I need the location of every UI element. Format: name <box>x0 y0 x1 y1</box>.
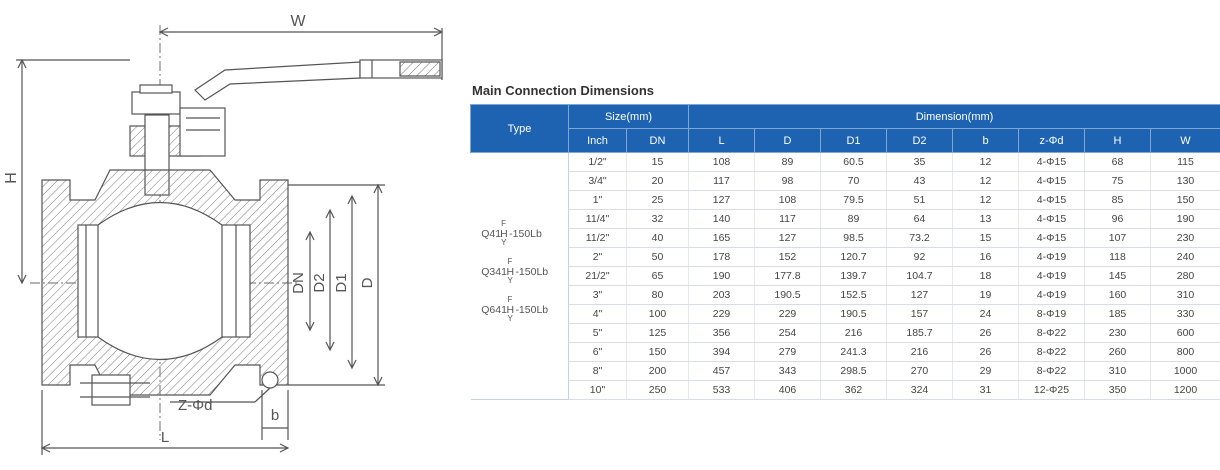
table-cell: 24 <box>953 305 1019 324</box>
table-cell: 80 <box>627 286 689 305</box>
table-cell: 115 <box>1151 153 1220 172</box>
table-cell: 241.3 <box>821 343 887 362</box>
table-cell: 8-Φ22 <box>1019 362 1085 381</box>
dim-label-d: D <box>359 277 376 289</box>
table-cell: 51 <box>887 191 953 210</box>
table-cell: 29 <box>953 362 1019 381</box>
table-cell: 26 <box>953 324 1019 343</box>
table-cell: 60.5 <box>821 153 887 172</box>
dim-label-h: H <box>3 172 20 184</box>
table-cell: 25 <box>627 191 689 210</box>
table-cell: 229 <box>755 305 821 324</box>
table-cell: 107 <box>1085 229 1151 248</box>
table-cell: 3" <box>569 286 627 305</box>
table-row <box>471 267 1220 286</box>
model-sub: Y <box>507 314 513 323</box>
table-row <box>471 153 1220 172</box>
model-base: Q641 <box>481 304 507 316</box>
table-cell: 139.7 <box>821 267 887 286</box>
table-row <box>471 172 1220 191</box>
table-cell: 13 <box>953 210 1019 229</box>
table-cell: 12 <box>953 191 1019 210</box>
table-row <box>471 362 1220 381</box>
table-cell: 1" <box>569 191 627 210</box>
table-cell: 68 <box>1085 153 1151 172</box>
table-cell: 254 <box>755 324 821 343</box>
table-cell: 108 <box>755 191 821 210</box>
model-base: Q41 <box>481 228 502 240</box>
column-header: Inch <box>569 129 627 153</box>
table-title: Main Connection Dimensions <box>472 83 655 98</box>
table-cell: 4-Φ19 <box>1019 267 1085 286</box>
column-header: D2 <box>887 129 953 153</box>
table-cell: 216 <box>821 324 887 343</box>
dim-label-l: L <box>160 429 170 446</box>
table-cell: 4" <box>569 305 627 324</box>
table-cell: 216 <box>887 343 953 362</box>
table-row <box>471 191 1220 210</box>
table-cell: 26 <box>953 343 1019 362</box>
table-cell: 21/2" <box>569 267 627 286</box>
model-sup: F <box>507 295 513 304</box>
table-cell: 203 <box>689 286 755 305</box>
table-cell: 152.5 <box>821 286 887 305</box>
table-cell: 130 <box>1151 172 1220 191</box>
table-cell: 190 <box>689 267 755 286</box>
model-mid: H <box>500 228 508 240</box>
table-cell: 50 <box>627 248 689 267</box>
table-cell: 343 <box>755 362 821 381</box>
model-sub: Y <box>501 238 507 247</box>
table-cell: 127 <box>887 286 953 305</box>
table-cell: 280 <box>1151 267 1220 286</box>
table-cell: 457 <box>689 362 755 381</box>
model-designation <box>479 295 559 321</box>
table-cell: 70 <box>821 172 887 191</box>
table-cell: 8" <box>569 362 627 381</box>
table-cell: 127 <box>689 191 755 210</box>
type-cell <box>471 153 569 400</box>
table-row <box>471 229 1220 248</box>
table-cell: 4-Φ15 <box>1019 172 1085 191</box>
table-cell: 79.5 <box>821 191 887 210</box>
table-cell: 125 <box>627 324 689 343</box>
table-cell: 98.5 <box>821 229 887 248</box>
table-row <box>471 343 1220 362</box>
table-cell: 6" <box>569 343 627 362</box>
table-cell: 85 <box>1085 191 1151 210</box>
table-cell: 92 <box>887 248 953 267</box>
table-cell: 96 <box>1085 210 1151 229</box>
table-cell: 108 <box>689 153 755 172</box>
column-header: z-Φd <box>1019 129 1085 153</box>
table-cell: 190 <box>1151 210 1220 229</box>
table-cell: 190.5 <box>821 305 887 324</box>
dim-label-w: W <box>290 13 306 30</box>
model-base: Q341 <box>481 266 507 278</box>
model-sup: F <box>507 257 513 266</box>
table-cell: 118 <box>1085 248 1151 267</box>
table-cell: 65 <box>627 267 689 286</box>
model-suffix: -150Lb <box>509 228 542 240</box>
table-cell: 279 <box>755 343 821 362</box>
table-cell: 4-Φ15 <box>1019 210 1085 229</box>
table-cell: 4-Φ15 <box>1019 153 1085 172</box>
table-cell: 4-Φ15 <box>1019 229 1085 248</box>
table-cell: 160 <box>1085 286 1151 305</box>
table-cell: 178 <box>689 248 755 267</box>
table-cell: 12 <box>953 153 1019 172</box>
table-cell: 240 <box>1151 248 1220 267</box>
table-cell: 4-Φ19 <box>1019 248 1085 267</box>
table-cell: 89 <box>755 153 821 172</box>
table-cell: 117 <box>755 210 821 229</box>
table-cell: 16 <box>953 248 1019 267</box>
table-cell: 250 <box>627 381 689 400</box>
table-cell: 152 <box>755 248 821 267</box>
table-cell: 19 <box>953 286 1019 305</box>
table-cell: 2" <box>569 248 627 267</box>
model-designation <box>479 257 559 283</box>
table-cell: 270 <box>887 362 953 381</box>
model-sup: F <box>501 219 507 228</box>
table-cell: 1000 <box>1151 362 1220 381</box>
table-cell: 165 <box>689 229 755 248</box>
column-header-row <box>471 129 1220 153</box>
table-row <box>471 324 1220 343</box>
column-header: DN <box>627 129 689 153</box>
table-cell: 1/2" <box>569 153 627 172</box>
table-cell: 140 <box>689 210 755 229</box>
ball-valve-drawing <box>0 0 460 470</box>
table-cell: 298.5 <box>821 362 887 381</box>
table-cell: 89 <box>821 210 887 229</box>
table-cell: 20 <box>627 172 689 191</box>
table-cell: 4-Φ15 <box>1019 191 1085 210</box>
table-cell: 330 <box>1151 305 1220 324</box>
table-row <box>471 210 1220 229</box>
table-row <box>471 381 1220 400</box>
dim-label-d1: D1 <box>333 273 350 293</box>
table-cell: 356 <box>689 324 755 343</box>
table-cell: 190.5 <box>755 286 821 305</box>
table-cell: 185.7 <box>887 324 953 343</box>
dim-label-z-phi-d: Z-Φd <box>178 397 213 414</box>
table-cell: 3/4" <box>569 172 627 191</box>
table-cell: 8-Φ19 <box>1019 305 1085 324</box>
model-suffix: -150Lb <box>515 266 549 278</box>
table-cell: 200 <box>627 362 689 381</box>
table-cell: 406 <box>755 381 821 400</box>
table-cell: 31 <box>953 381 1019 400</box>
table-cell: 230 <box>1085 324 1151 343</box>
table-cell: 350 <box>1085 381 1151 400</box>
table-cell: 229 <box>689 305 755 324</box>
table-cell: 12 <box>953 172 1019 191</box>
header-size-group: Size(mm) <box>569 105 689 129</box>
dim-label-b: b <box>270 407 280 424</box>
table-cell: 150 <box>1151 191 1220 210</box>
table-cell: 75 <box>1085 172 1151 191</box>
table-cell: 394 <box>689 343 755 362</box>
table-cell: 600 <box>1151 324 1220 343</box>
dim-label-d2: D2 <box>311 273 328 293</box>
table-cell: 260 <box>1085 343 1151 362</box>
column-header: L <box>689 129 755 153</box>
table-cell: 310 <box>1085 362 1151 381</box>
table-cell: 362 <box>821 381 887 400</box>
table-cell: 98 <box>755 172 821 191</box>
table-cell: 127 <box>755 229 821 248</box>
table-cell: 11/4" <box>569 210 627 229</box>
table-cell: 35 <box>887 153 953 172</box>
table-cell: 177.8 <box>755 267 821 286</box>
column-header: W <box>1151 129 1220 153</box>
table-cell: 73.2 <box>887 229 953 248</box>
dimensions-table <box>470 104 1220 400</box>
table-cell: 32 <box>627 210 689 229</box>
table-cell: 120.7 <box>821 248 887 267</box>
table-cell: 64 <box>887 210 953 229</box>
table-cell: 800 <box>1151 343 1220 362</box>
table-cell: 533 <box>689 381 755 400</box>
column-header: b <box>953 129 1019 153</box>
table-cell: 104.7 <box>887 267 953 286</box>
dimensions-panel <box>470 83 1220 400</box>
table-cell: 150 <box>627 343 689 362</box>
column-header: H <box>1085 129 1151 153</box>
table-cell: 8-Φ22 <box>1019 343 1085 362</box>
table-cell: 40 <box>627 229 689 248</box>
table-cell: 10" <box>569 381 627 400</box>
header-dimension-group: Dimension(mm) <box>689 105 1220 129</box>
model-sub: Y <box>507 276 513 285</box>
table-cell: 185 <box>1085 305 1151 324</box>
table-cell: 230 <box>1151 229 1220 248</box>
header-type: Type <box>471 105 569 153</box>
table-cell: 12-Φ25 <box>1019 381 1085 400</box>
table-cell: 145 <box>1085 267 1151 286</box>
table-cell: 100 <box>627 305 689 324</box>
table-row <box>471 286 1220 305</box>
table-cell: 43 <box>887 172 953 191</box>
column-header: D <box>755 129 821 153</box>
table-row <box>471 305 1220 324</box>
table-cell: 15 <box>627 153 689 172</box>
table-cell: 310 <box>1151 286 1220 305</box>
column-header: D1 <box>821 129 887 153</box>
table-cell: 1200 <box>1151 381 1220 400</box>
table-cell: 117 <box>689 172 755 191</box>
table-row <box>471 248 1220 267</box>
model-mid: H <box>506 304 515 316</box>
table-cell: 324 <box>887 381 953 400</box>
table-cell: 4-Φ19 <box>1019 286 1085 305</box>
table-body <box>471 153 1220 400</box>
table-cell: 11/2" <box>569 229 627 248</box>
dim-label-dn: DN <box>290 272 307 294</box>
model-designation <box>479 219 559 245</box>
model-mid: H <box>506 266 515 278</box>
table-cell: 8-Φ22 <box>1019 324 1085 343</box>
model-suffix: -150Lb <box>515 304 549 316</box>
table-cell: 5" <box>569 324 627 343</box>
table-cell: 15 <box>953 229 1019 248</box>
table-cell: 157 <box>887 305 953 324</box>
table-cell: 18 <box>953 267 1019 286</box>
